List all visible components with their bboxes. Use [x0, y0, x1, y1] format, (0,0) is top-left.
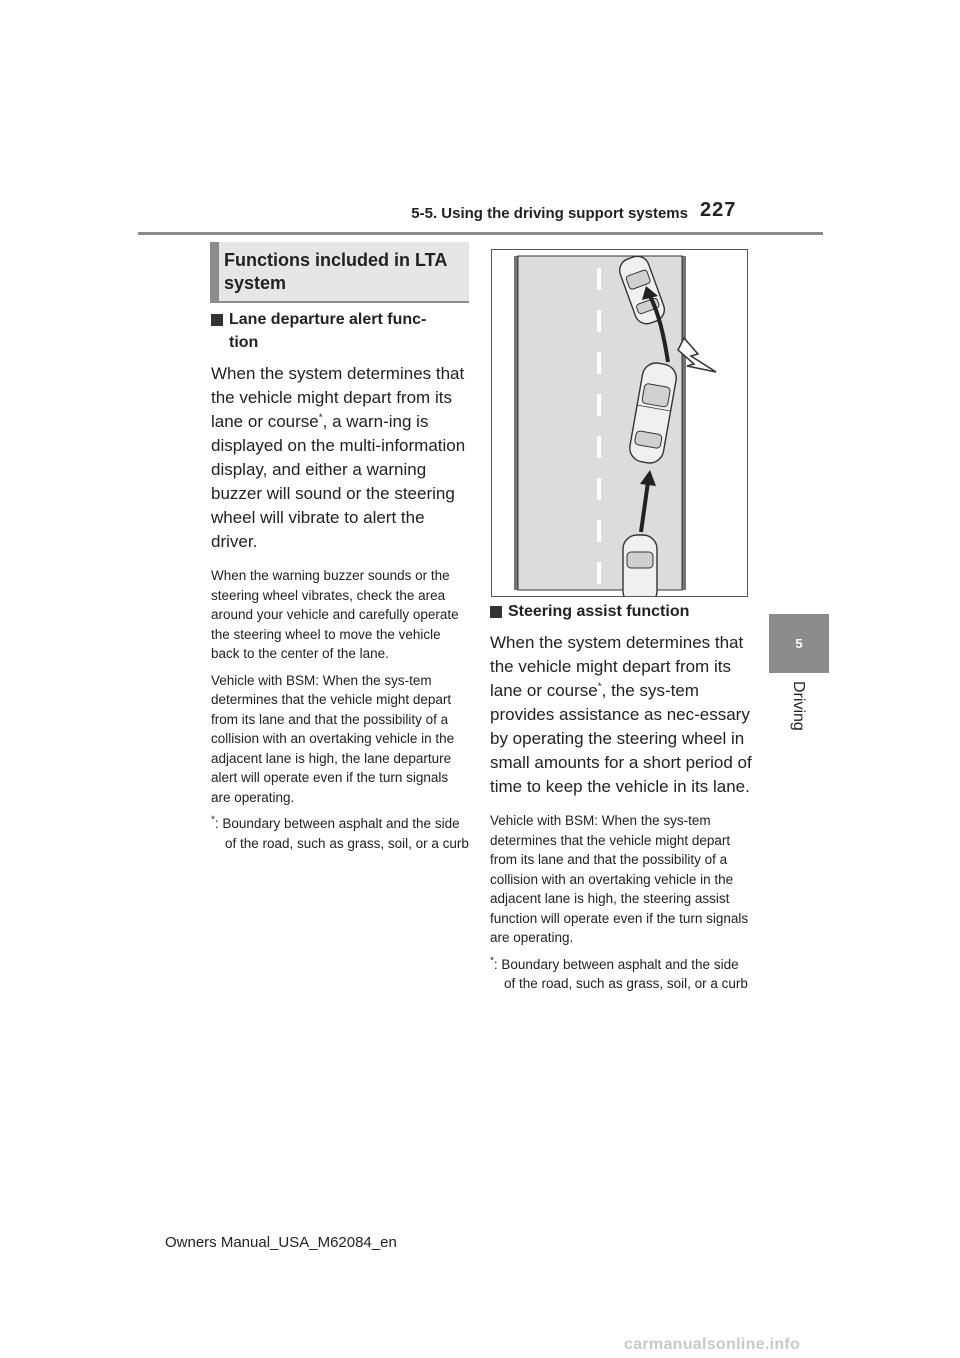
- lane-departure-footnote: [211, 814, 471, 853]
- lane-departure-illustration: [491, 249, 748, 597]
- lane-departure-heading-text: Lane departure alert func- tion: [229, 311, 427, 351]
- car-bottom-icon: [623, 535, 657, 596]
- section-heading-rule: [210, 301, 469, 303]
- chapter-tab[interactable]: [769, 614, 829, 673]
- asterisk-mark: *: [318, 412, 323, 424]
- chapter-label: Driving: [790, 681, 807, 731]
- steering-assist-body-part-2: , the sys-tem provides assistance as nec-essary by operating the steering wheel in small amounts for a short period of time to keep the vehicle in its lane.: [490, 681, 752, 796]
- lane-departure-note-2: Vehicle with BSM: When the sys-tem determines that the vehicle might depart from its lane and that the possibility of a collision with an overtaking vehicle in the adjacent lane is high, the lane departure alert will operate even if the turn signals are operating.: [211, 672, 455, 805]
- lane-departure-heading: [211, 308, 471, 354]
- steering-assist-body: [490, 631, 752, 799]
- page-number: 227: [700, 199, 737, 221]
- footnote-asterisk: *: [211, 814, 215, 826]
- section-heading: [210, 242, 469, 302]
- lane-departure-column: [211, 308, 471, 853]
- footer-manual-id: Owners Manual_USA_M62084_en: [165, 1234, 397, 1251]
- square-bullet-icon: [211, 314, 223, 326]
- running-header-title: 5-5. Using the driving support systems: [411, 205, 688, 222]
- steering-assist-footnote: [490, 955, 752, 994]
- lane-departure-body-part-2: , a warn-ing is displayed on the multi-information display, and either a warning buzzer will sound or the steering wheel will vibrate to alert the driver.: [211, 412, 466, 551]
- asterisk-mark: *: [597, 681, 602, 693]
- chapter-label-container: [768, 681, 828, 741]
- section-heading-bar: [210, 242, 219, 302]
- watermark: carmanualsonline.info: [624, 1336, 801, 1353]
- steering-assist-heading-text: Steering assist function: [508, 603, 690, 620]
- chapter-number: 5: [795, 636, 803, 651]
- lane-departure-body-part-1: When the system determines that the vehicle might depart from its lane or course: [211, 364, 465, 431]
- steering-assist-note-1: Vehicle with BSM: When the sys-tem determines that the vehicle might depart from its lane and that the possibility of a collision with an overtaking vehicle in the adjacent lane is high, the steering assist function will operate even if the turn signals are operating.: [490, 813, 749, 945]
- footnote-asterisk: *: [490, 955, 494, 966]
- road-diagram: [492, 250, 747, 596]
- steering-assist-column: [490, 600, 752, 994]
- square-bullet-icon: [490, 606, 502, 618]
- steering-assist-heading: [490, 600, 752, 623]
- section-heading-text: Functions included in LTA system: [224, 250, 447, 293]
- lane-departure-body: [211, 362, 471, 554]
- lane-departure-note-1: When the warning buzzer sounds or the steering wheel vibrates, check the area around your vehicle and carefully operate the steering wheel to move the vehicle back to the center of the lane.: [211, 568, 459, 661]
- header-divider: [138, 232, 823, 235]
- lane-departure-footnote-text: : Boundary between asphalt and the side of the road, such as grass, soil, or a curb: [214, 816, 469, 851]
- steering-assist-body-part-1: When the system determines that the vehicle might depart from its lane or course: [490, 633, 744, 700]
- steering-assist-footnote-text: : Boundary between asphalt and the side of the road, such as grass, soil, or a curb: [493, 956, 748, 991]
